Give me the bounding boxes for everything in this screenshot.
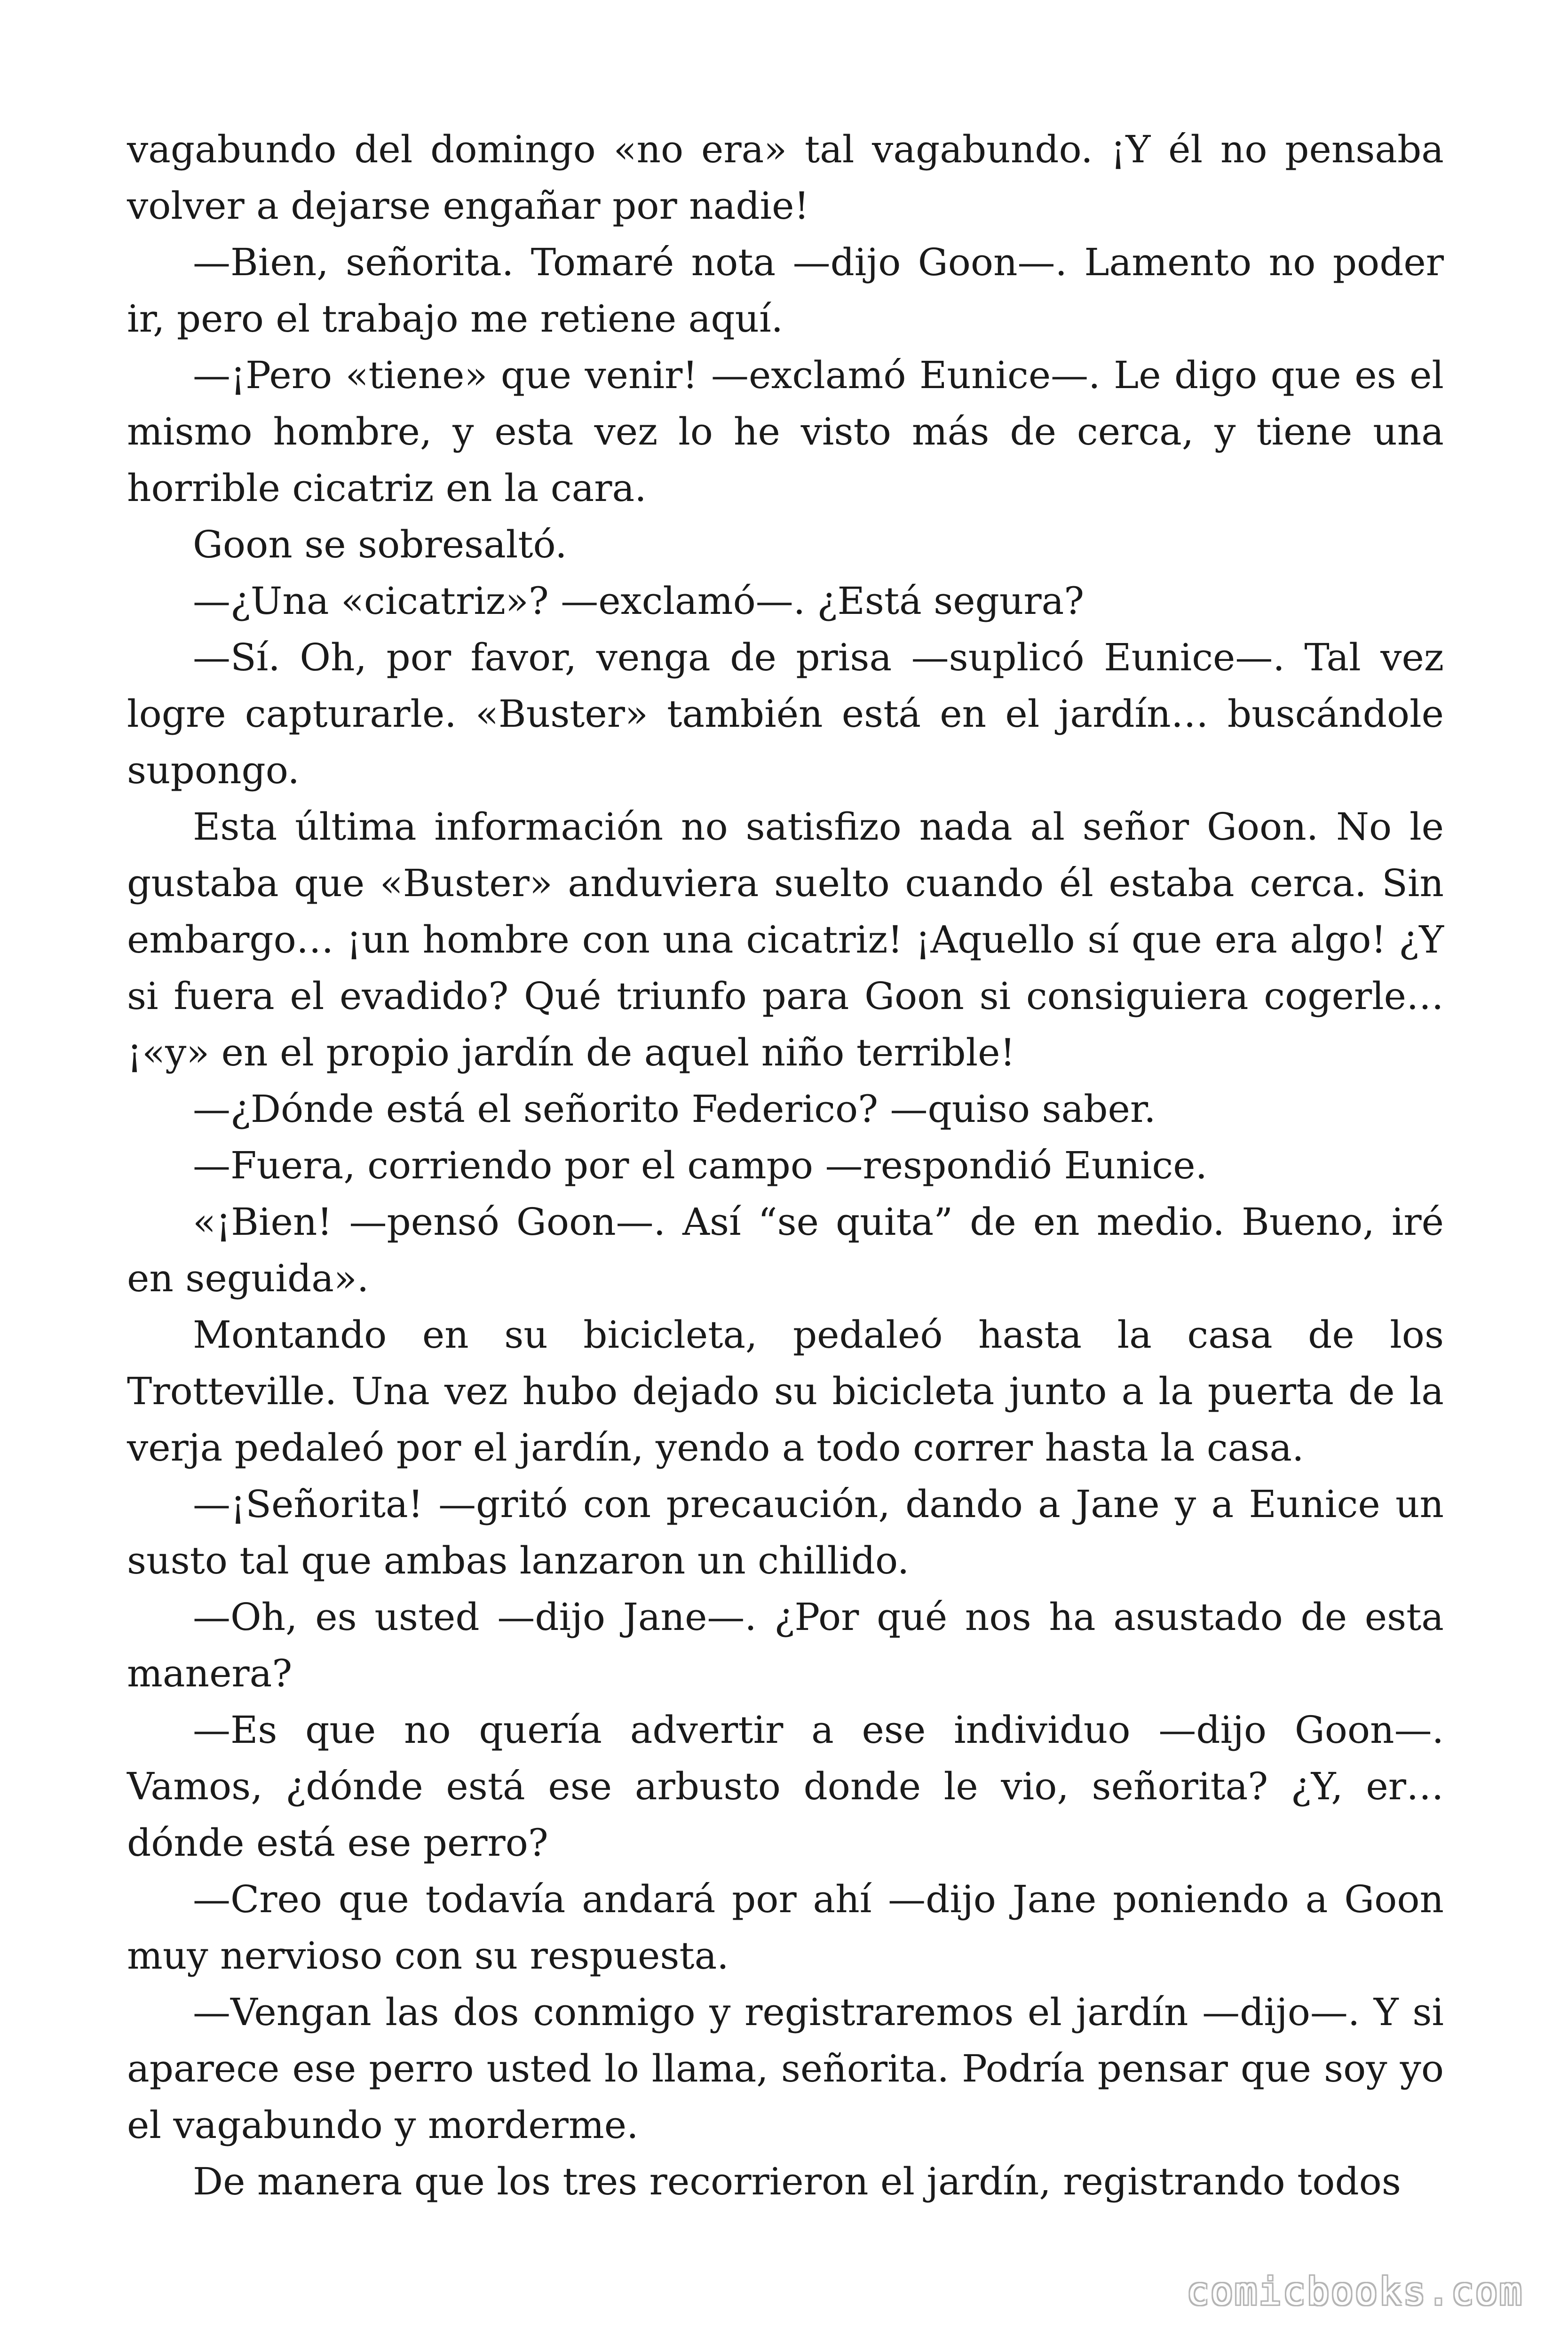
paragraph: —Oh, es usted —dijo Jane—. ¿Por qué nos ha asustado de esta manera? <box>127 1595 1444 1695</box>
paragraph: —Es que no quería advertir a ese individuo —dijo Goon—. Vamos, ¿dónde está ese arbusto donde le vio, señorita? ¿Y, er… dónde está ese perro? <box>127 1708 1444 1865</box>
watermark: comicbooks.com <box>1186 2270 1523 2313</box>
paragraph: De manera que los tres recorrieron el jardín, registrando todos <box>193 2160 1401 2203</box>
paragraph: —Fuera, corriendo por el campo —respondió Eunice. <box>193 1144 1207 1187</box>
book-page <box>127 121 1444 2285</box>
paragraph: —¿Una «cicatriz»? —exclamó—. ¿Está segura? <box>193 579 1085 623</box>
paragraph: —Sí. Oh, por favor, venga de prisa —suplicó Eunice—. Tal vez logre capturarle. «Buster» también está en el jardín… buscándole supongo. <box>127 636 1444 792</box>
paragraph: —¿Dónde está el señorito Federico? —quiso saber. <box>193 1087 1156 1131</box>
paragraph: Goon se sobresaltó. <box>193 523 567 566</box>
paragraph: —Bien, señorita. Tomaré nota —dijo Goon—. Lamento no poder ir, pero el trabajo me retiene aquí. <box>127 240 1444 341</box>
paragraph: —Creo que todavía andará por ahí —dijo Jane poniendo a Goon muy nervioso con su respuesta. <box>127 1877 1444 1978</box>
paragraph: —¡Señorita! —gritó con precaución, dando a Jane y a Eunice un susto tal que ambas lanzaron un chillido. <box>127 1482 1444 1582</box>
paragraph: —Vengan las dos conmigo y registraremos el jardín —dijo—. Y si aparece ese perro usted lo llama, señorita. Podría pensar que soy yo el vagabundo y morderme. <box>127 1990 1444 2147</box>
paragraph: Esta última información no satisfizo nada al señor Goon. No le gustaba que «Buster» anduviera suelto cuando él estaba cerca. Sin embargo… ¡un hombre con una cicatriz! ¡Aquello sí que era algo! ¿Y si fuera el evadido? Qué triunfo para Goon si consiguiera cogerle… ¡«y» en el propio jardín de aquel niño terrible! <box>127 805 1444 1074</box>
paragraph-continuation: vagabundo del domingo «no era» tal vagabundo. ¡Y él no pensaba volver a dejarse engañar por nadie! <box>127 127 1444 228</box>
paragraph: Montando en su bicicleta, pedaleó hasta la casa de los Trotteville. Una vez hubo dejado su bicicleta junto a la puerta de la verja pedaleó por el jardín, yendo a todo correr hasta la casa. <box>127 1313 1444 1470</box>
paragraph: «¡Bien! —pensó Goon—. Así “se quita” de en medio. Bueno, iré en seguida». <box>127 1200 1444 1300</box>
paragraph: —¡Pero «tiene» que venir! —exclamó Eunice—. Le digo que es el mismo hombre, y esta vez lo he visto más de cerca, y tiene una horrible cicatriz en la cara. <box>127 353 1444 510</box>
